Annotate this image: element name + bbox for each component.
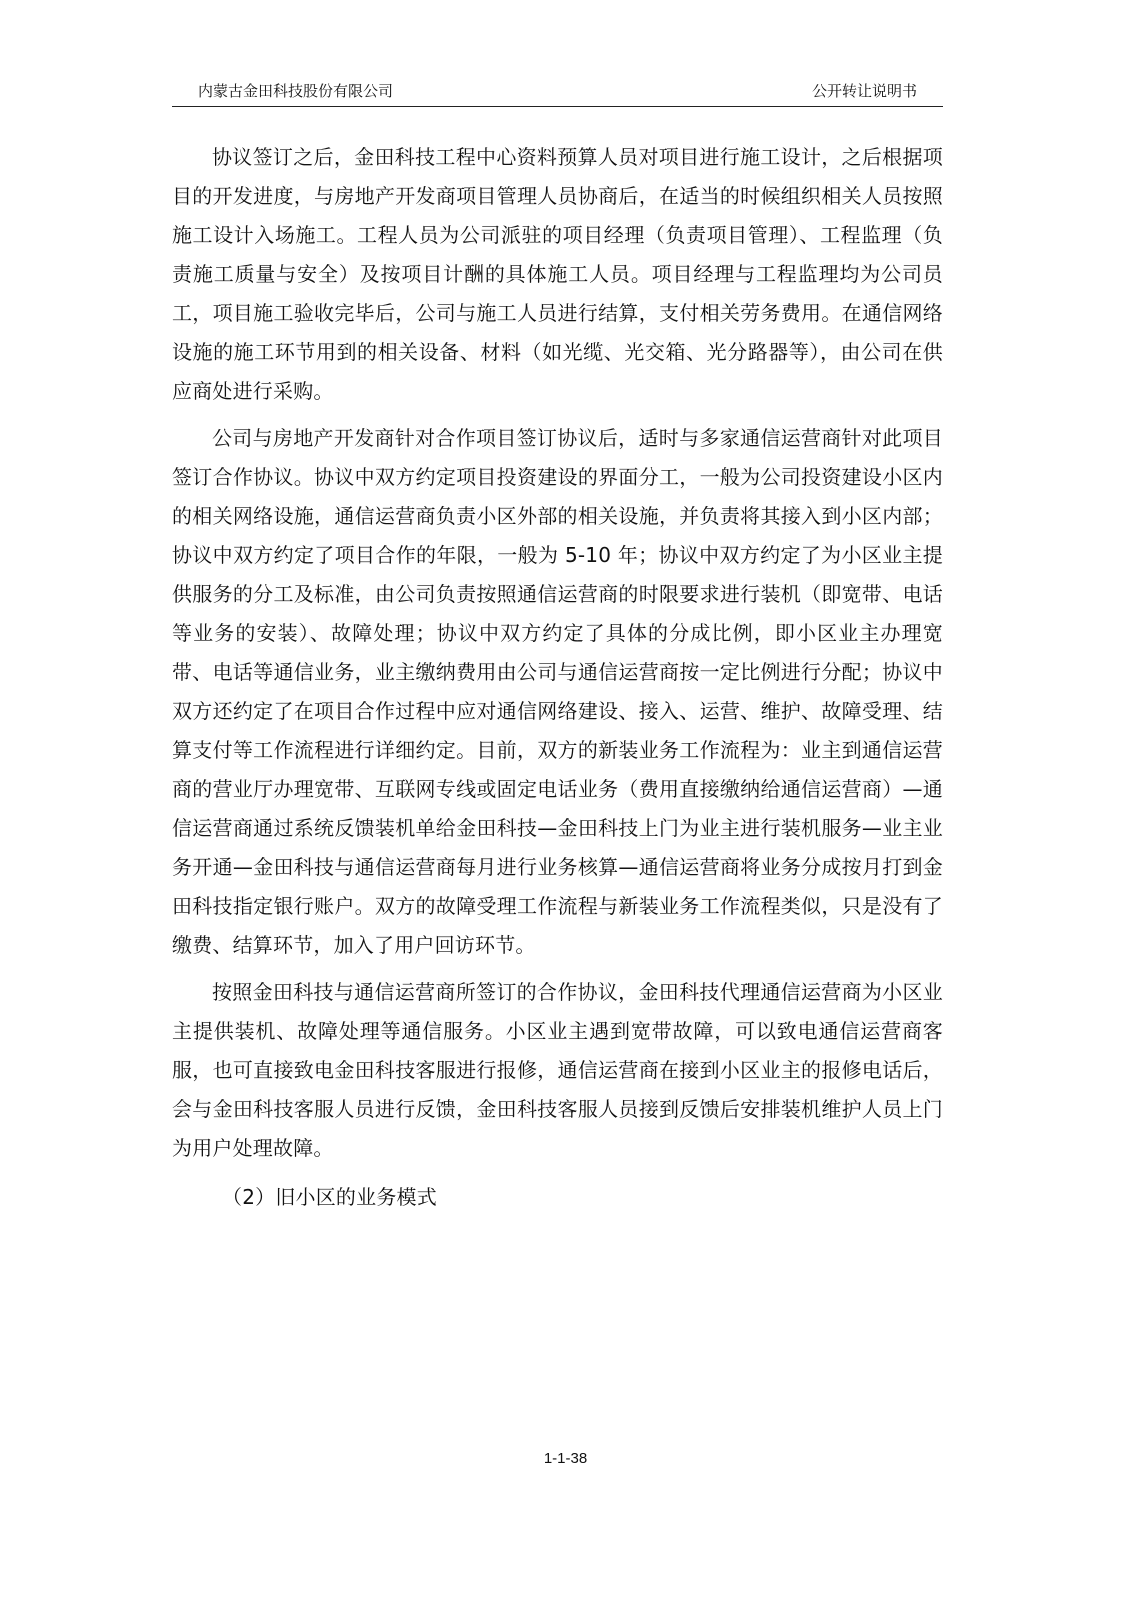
section-subheading: （2）旧小区的业务模式 (222, 1185, 437, 1209)
main-content (172, 138, 943, 1217)
paragraph-operator-cooperation: 公司与房地产开发商针对合作项目签订协议后，适时与多家通信运营商针对此项目签订合作协议。协议中双方约定项目投资建设的界面分工，一般为公司投资建设小区内的相关网络设施，通信运营商负责小区外部的相关设施，并负责将其接入到小区内部；协议中双方约定了项目合作的年限，一般为 5-10 年；协议中双方约定了为小区业主提供服务的分工及标准，由公司负责按照通信运营商的时限要求进行装机（即宽带、电话等业务的安装）、故障处理；协议中双方约定了具体的分成比例，即小区业主办理宽带、电话等通信业务，业主缴纳费用由公司与通信运营商按一定比例进行分配；协议中双方还约定了在项目合作过程中应对通信网络建设、接入、运营、维护、故障受理、结算支付等工作流程进行详细约定。目前，双方的新装业务工作流程为：业主到通信运营商的营业厅办理宽带、互联网专线或固定电话业务（费用直接缴纳给通信运营商）—通信运营商通过系统反馈装机单给金田科技—金田科技上门为业主进行装机服务—业主业务开通—金田科技与通信运营商每月进行业务核算—通信运营商将业务分成按月打到金田科技指定银行账户。双方的故障受理工作流程与新装业务工作流程类似，只是没有了缴费、结算环节，加入了用户回访环节。 (172, 426, 943, 957)
page-header (172, 78, 943, 107)
paragraph-construction: 协议签订之后，金田科技工程中心资料预算人员对项目进行施工设计，之后根据项目的开发进度，与房地产开发商项目管理人员协商后，在适当的时候组织相关人员按照施工设计入场施工。工程人员为公司派驻的项目经理（负责项目管理）、工程监理（负责施工质量与安全）及按项目计酬的具体施工人员。项目经理与工程监理均为公司员工，项目施工验收完毕后，公司与施工人员进行结算，支付相关劳务费用。在通信网络设施的施工环节用到的相关设备、材料（如光缆、光交箱、光分路器等），由公司在供应商处进行采购。 (172, 145, 943, 403)
header-document-type: 公开转让说明书 (811, 82, 917, 100)
page-number: 1-1-38 (543, 1450, 588, 1467)
paragraph-service-agency: 按照金田科技与通信运营商所签订的合作协议，金田科技代理通信运营商为小区业主提供装机、故障处理等通信服务。小区业主遇到宽带故障，可以致电通信运营商客服，也可直接致电金田科技客服进行报修，通信运营商在接到小区业主的报修电话后，会与金田科技客服人员进行反馈，金田科技客服人员接到反馈后安排装机维护人员上门为用户处理故障。 (172, 980, 943, 1160)
header-company-name: 内蒙古金田科技股份有限公司 (198, 82, 394, 100)
